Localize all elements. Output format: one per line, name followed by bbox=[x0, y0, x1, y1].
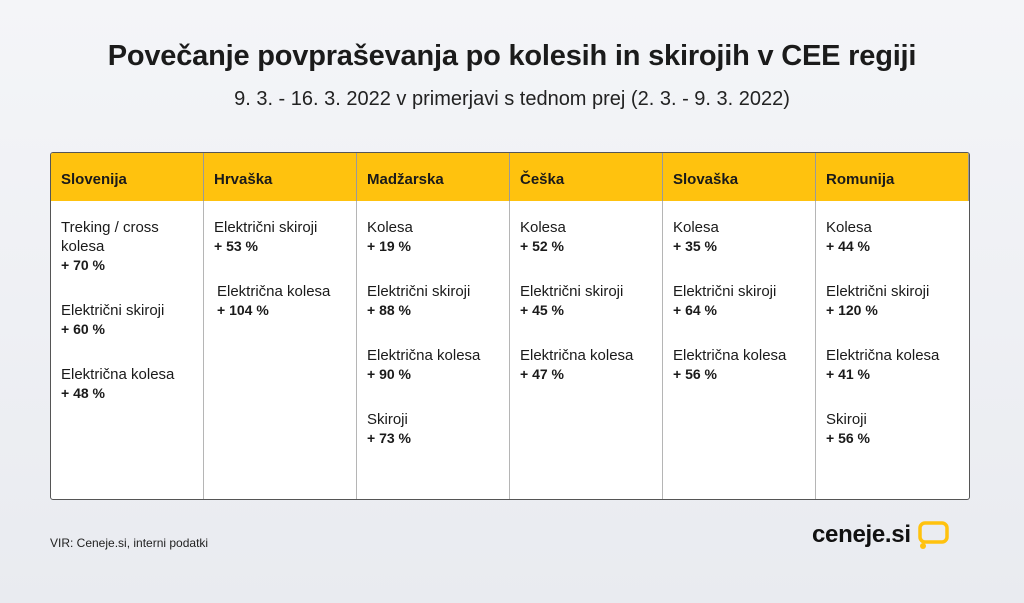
entry-label: Električni skiroji bbox=[520, 283, 624, 300]
entry-value: + 41 % bbox=[826, 366, 870, 382]
table-entry bbox=[61, 218, 199, 275]
entry-value: + 73 % bbox=[367, 430, 411, 446]
column-header-romunija: Romunija bbox=[816, 153, 969, 201]
entry-label: Električni skiroji bbox=[367, 283, 471, 300]
entry-label: Skiroji bbox=[826, 411, 867, 428]
entry-value: + 45 % bbox=[520, 302, 564, 318]
logo-text: ceneje.si bbox=[812, 521, 911, 548]
table-entry bbox=[367, 282, 505, 320]
table-entry bbox=[367, 218, 505, 256]
entry-label: Kolesa bbox=[520, 219, 566, 236]
entry-value: + 44 % bbox=[826, 238, 870, 254]
entry-label: Električni skiroji bbox=[61, 302, 165, 319]
entry-value: + 104 % bbox=[217, 302, 269, 318]
entry-value: + 56 % bbox=[673, 366, 717, 382]
table-entry bbox=[367, 410, 505, 448]
table-entry bbox=[214, 218, 352, 256]
entry-label: Kolesa bbox=[673, 219, 719, 236]
column-header-madzarska: Madžarska bbox=[357, 153, 510, 201]
column-cell-romunija bbox=[816, 201, 969, 499]
table-entry bbox=[673, 218, 811, 256]
table-entry bbox=[673, 282, 811, 320]
entry-value: + 19 % bbox=[367, 238, 411, 254]
chart-title: Povečanje povpraševanja po kolesih in skirojih v CEE regiji bbox=[107, 40, 917, 72]
table-entry bbox=[367, 346, 505, 384]
entry-label: Električni skiroji bbox=[826, 283, 930, 300]
entry-value: + 70 % bbox=[61, 257, 105, 273]
column-header-slovenija: Slovenija bbox=[51, 153, 204, 201]
table-entry bbox=[826, 346, 965, 384]
entry-label: Električna kolesa bbox=[826, 347, 940, 364]
table-entry bbox=[520, 282, 658, 320]
column-header-slovaska: Slovaška bbox=[663, 153, 816, 201]
speech-bubble-icon bbox=[917, 520, 951, 550]
table-entry bbox=[826, 410, 965, 448]
entry-label: Kolesa bbox=[367, 219, 413, 236]
table-entry bbox=[61, 301, 199, 339]
column-cell-ceska bbox=[510, 201, 663, 499]
column-cell-madzarska bbox=[357, 201, 510, 499]
entry-value: + 56 % bbox=[826, 430, 870, 446]
table-entry bbox=[673, 346, 811, 384]
source-note: VIR: Ceneje.si, interni podatki bbox=[50, 536, 209, 550]
entry-value: + 88 % bbox=[367, 302, 411, 318]
entry-value: + 47 % bbox=[520, 366, 564, 382]
entry-label: Električni skiroji bbox=[214, 219, 318, 236]
column-cell-hrvaska bbox=[204, 201, 357, 499]
entry-value: + 60 % bbox=[61, 321, 105, 337]
entry-value: + 64 % bbox=[673, 302, 717, 318]
data-table bbox=[50, 152, 970, 500]
column-header-hrvaska: Hrvaška bbox=[204, 153, 357, 201]
entry-label: Električna kolesa bbox=[367, 347, 481, 364]
entry-label: Električni skiroji bbox=[673, 283, 777, 300]
table-entry bbox=[520, 218, 658, 256]
table-entry bbox=[61, 365, 199, 403]
entry-label: Skiroji bbox=[367, 411, 408, 428]
entry-value: + 35 % bbox=[673, 238, 717, 254]
entry-value: + 90 % bbox=[367, 366, 411, 382]
column-cell-slovaska bbox=[663, 201, 816, 499]
table-entry bbox=[826, 218, 965, 256]
table-entry bbox=[520, 346, 658, 384]
entry-label: Električna kolesa bbox=[217, 283, 331, 300]
column-header-ceska: Češka bbox=[510, 153, 663, 201]
entry-label: Električna kolesa bbox=[673, 347, 787, 364]
entry-value: + 53 % bbox=[214, 238, 258, 254]
entry-value: + 52 % bbox=[520, 238, 564, 254]
entry-value: + 48 % bbox=[61, 385, 105, 401]
table-entry bbox=[214, 282, 352, 320]
entry-label: Treking / cross kolesa bbox=[61, 219, 159, 255]
chart-subtitle: 9. 3. - 16. 3. 2022 v primerjavi s tednom prej (2. 3. - 9. 3. 2022) bbox=[234, 88, 790, 110]
entry-label: Električna kolesa bbox=[61, 366, 175, 383]
column-cell-slovenija bbox=[51, 201, 204, 499]
entry-value: + 120 % bbox=[826, 302, 878, 318]
entry-label: Električna kolesa bbox=[520, 347, 634, 364]
entry-label: Kolesa bbox=[826, 219, 872, 236]
ceneje-logo bbox=[812, 520, 951, 550]
table-entry bbox=[826, 282, 965, 320]
